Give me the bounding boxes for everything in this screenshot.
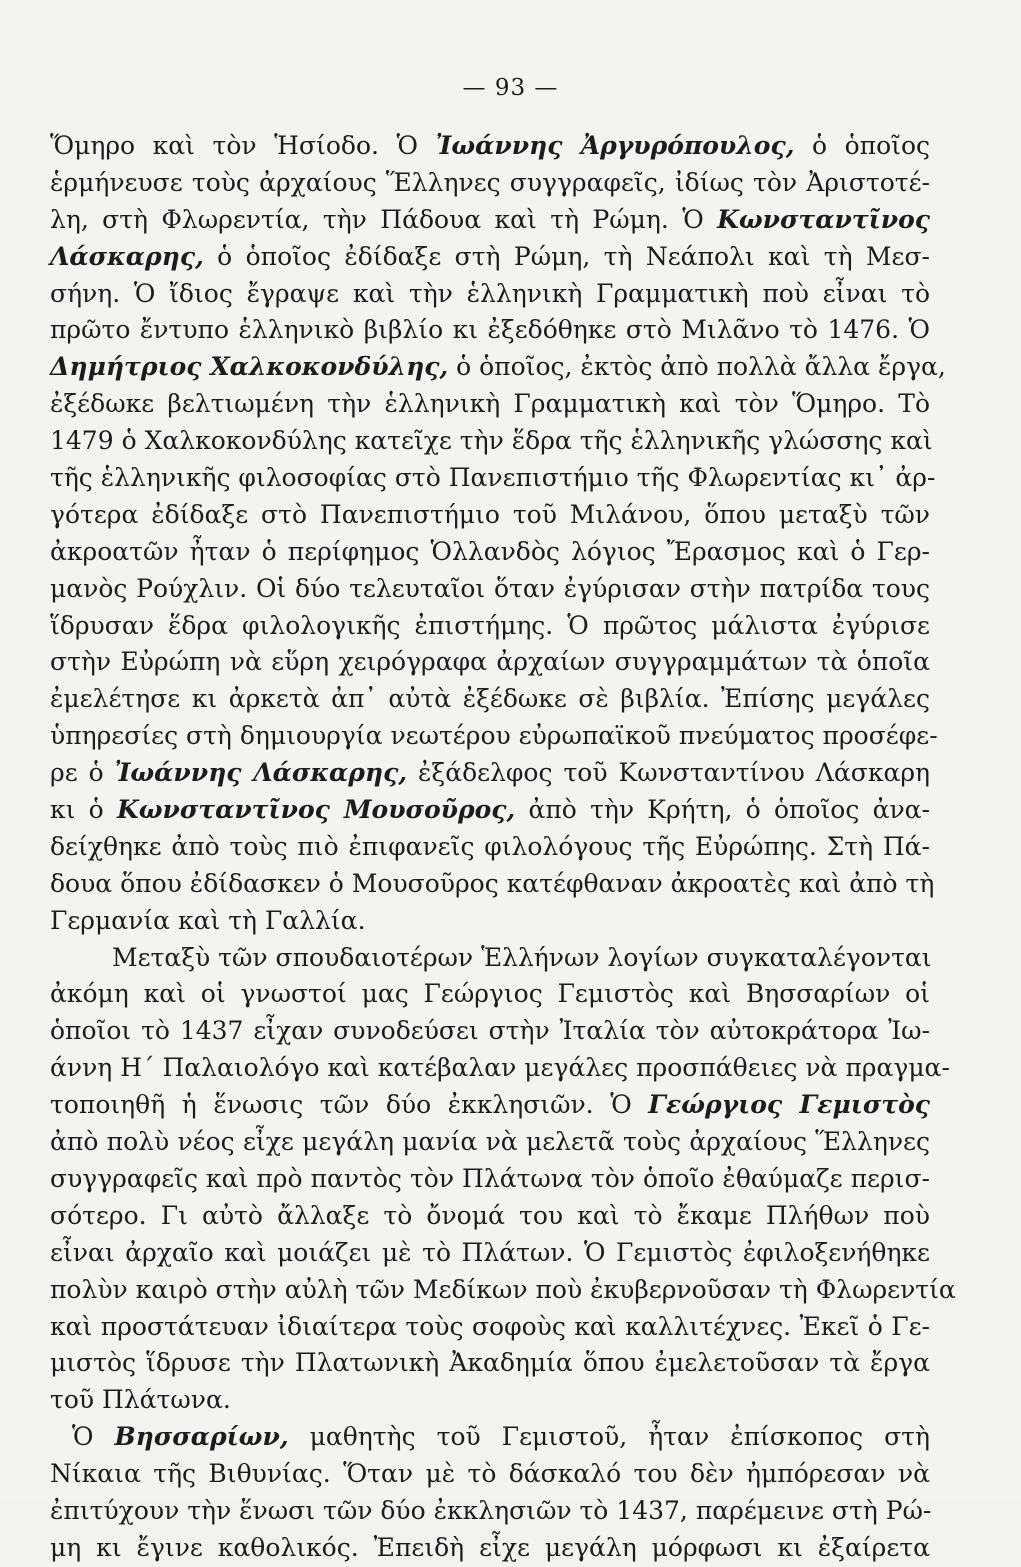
text-line: [50, 349, 946, 386]
text-segment: τῆς ἑλληνικῆς φιλοσοφίας στὸ Πανεπιστήμιο τῆς Φλωρεντίας κι᾿ ἀρ-: [50, 463, 936, 493]
text-segment: άννη Η΄ Παλαιολόγο καὶ κατέβαλαν μεγάλες προσπάθειες νὰ πραγμα-: [50, 1053, 950, 1083]
text-segment: Ὁ: [72, 1422, 115, 1452]
text-line: [50, 681, 930, 718]
person-name: Ἰωάννης Λάσκαρης,: [114, 758, 408, 788]
text-line: [50, 608, 930, 645]
text-segment: πρῶτο ἔντυπο ἑλληνικὸ βιβλίο κι ἐξεδόθηκε στὸ Μιλᾶνο τὸ 1476. Ὁ: [50, 315, 930, 345]
person-name: Λάσκαρης,: [50, 241, 204, 271]
text-segment: συγγραφεῖς καὶ πρὸ παντὸς τὸν Πλάτωνα τὸν ὁποῖο ἐθαύμαζε περισ-: [50, 1163, 930, 1193]
text-line: [50, 460, 936, 497]
text-segment: 1479 ὁ Χαλκοκονδύλης κατεῖχε τὴν ἕδρα τῆς ἑλληνικῆς γλώσσης καὶ: [50, 426, 933, 456]
text-line: [50, 1419, 930, 1456]
page-number: — 93 —: [462, 75, 559, 101]
text-line: [50, 1456, 930, 1493]
text-segment: ὁ ὁποῖος: [794, 131, 930, 160]
text-segment: ρε ὁ: [50, 758, 115, 788]
text-line: [50, 128, 930, 165]
text-line: [50, 1013, 930, 1050]
text-line: [50, 1382, 930, 1419]
person-name: Κωνσταντῖνος Μουσοῦρος,: [116, 795, 516, 825]
text-segment: πολὺν καιρὸ στὴν αὐλὴ τῶν Μεδίκων ποὺ ἐκυβερνοῦσαν τὴ Φλωρεντία: [50, 1274, 956, 1304]
text-segment: ἀκόμη καὶ οἱ γνωστοί μας Γεώργιος Γεμιστὸς καὶ Βησσαρίων οἱ: [50, 979, 930, 1009]
text-line: [50, 1198, 930, 1235]
text-line: [50, 1530, 930, 1567]
text-segment: ὁποῖοι τὸ 1437 εἶχαν συνοδεύσει στὴν Ἰταλία τὸν αὐτοκράτορα Ἰω-: [50, 1016, 930, 1046]
text-line: [50, 1345, 930, 1382]
text-segment: ἐμελέτησε κι ἀρκετὰ ἀπ᾿ αὐτὰ ἐξέδωκε σὲ βιβλία. Ἐπίσης μεγάλες: [50, 684, 930, 714]
text-segment: τοποιηθῆ ἡ ἕνωσις τῶν δύο ἐκκλησιῶν. Ὁ: [50, 1090, 649, 1120]
text-line: [50, 866, 935, 903]
text-line: [50, 644, 930, 681]
text-segment: Ὅμηρο καὶ τὸν Ἡσίοδο. Ὁ: [50, 131, 436, 160]
text-line: [50, 312, 930, 349]
text-segment: λη, στὴ Φλωρεντία, τὴν Πάδουα καὶ τὴ Ρώμη. Ὁ: [50, 204, 718, 234]
text-segment: ἐξάδελφος τοῦ Κωνσταντίνου Λάσκαρη: [407, 758, 930, 788]
text-segment: ἀπὸ πολὺ νέος εἶχε μεγάλη μανία νὰ μελετᾶ τοὺς ἀρχαίους Ἕλληνες: [50, 1127, 930, 1157]
text-segment: ὁ ὁποῖος, ἐκτὸς ἀπὸ πολλὰ ἄλλα ἔργα,: [448, 352, 946, 382]
person-name: Δημήτριος Χαλκοκονδύλης,: [50, 352, 449, 382]
text-line: [50, 829, 930, 866]
text-line: [50, 1161, 930, 1198]
text-segment: Μεταξὺ τῶν σπουδαιοτέρων Ἑλλήνων λογίων συγκαταλέγονται: [112, 942, 932, 972]
text-line: [50, 792, 930, 829]
text-line: [50, 1087, 930, 1124]
text-line: [50, 755, 930, 792]
text-line: [50, 940, 930, 977]
text-line: [50, 1272, 956, 1309]
text-segment: μιστὸς ἵδρυσε τὴν Πλατωνικὴ Ἀκαδημία ὅπου ἐμελετοῦσαν τὰ ἔργα: [50, 1348, 930, 1378]
text-line: [50, 423, 933, 460]
person-name: Ἰωάννης Ἀργυρόπουλος,: [435, 131, 795, 160]
text-line: [50, 1124, 930, 1161]
body-text: [50, 128, 956, 1567]
text-segment: ὑπηρεσίες στὴ δημιουργία νεωτέρου εὐρωπαϊκοῦ πνεύματος προσέφε-: [50, 721, 938, 751]
text-line: [50, 534, 930, 571]
text-line: [50, 976, 930, 1013]
text-line: [50, 571, 930, 608]
text-segment: μη κι ἔγινε καθολικός. Ἐπειδὴ εἶχε μεγάλη μόρφωσι κι ἐξαίρετα: [50, 1532, 930, 1562]
text-line: [50, 202, 930, 239]
text-segment: Νίκαια τῆς Βιθυνίας. Ὅταν μὲ τὸ δάσκαλό του δὲν ἠμπόρεσαν νὰ: [50, 1459, 930, 1489]
text-line: [50, 903, 930, 940]
text-segment: εἶναι ἀρχαῖο καὶ μοιάζει μὲ τὸ Πλάτων. Ὁ Γεμιστὸς ἐφιλοξενήθηκε: [50, 1237, 930, 1267]
person-name: Κωνσταντῖνος: [717, 204, 930, 234]
text-segment: σότερο. Γι αὐτὸ ἄλλαξε τὸ ὄνομά του καὶ τὸ ἔκαμε Πλήθων ποὺ: [50, 1200, 930, 1230]
text-line: [50, 497, 930, 534]
text-segment: τοῦ Πλάτωνα.: [50, 1385, 231, 1415]
text-segment: στὴν Εὐρώπη νὰ εὕρη χειρόγραφα ἀρχαίων συγγραμμάτων τὰ ὁποῖα: [50, 647, 930, 677]
text-segment: ἐξέδωκε βελτιωμένη τὴν ἑλληνικὴ Γραμματικὴ καὶ τὸν Ὅμηρο. Τὸ: [50, 389, 930, 419]
text-segment: Γερμανία καὶ τὴ Γαλλία.: [50, 905, 366, 935]
text-segment: δείχθηκε ἀπὸ τοὺς πιὸ ἐπιφανεῖς φιλολόγους τῆς Εὐρώπης. Στὴ Πά-: [50, 831, 930, 861]
text-segment: ἀπὸ τὴν Κρήτη, ὁ ὁποῖος ἀνα-: [515, 795, 930, 825]
text-segment: ἑρμήνευσε τοὺς ἀρχαίους Ἕλληνες συγγραφεῖς, ἰδίως τὸν Ἀριστοτέ-: [50, 167, 930, 197]
text-line: [50, 1309, 930, 1346]
text-line: [50, 239, 930, 276]
text-segment: ὁ ὁποῖος ἐδίδαξε στὴ Ρώμη, τὴ Νεάπολι καὶ τὴ Μεσ-: [203, 241, 930, 271]
text-line: [50, 1050, 950, 1087]
text-segment: δουα ὅπου ἐδίδασκεν ὁ Μουσοῦρος κατέφθαναν ἀκροατὲς καὶ ἀπὸ τὴ: [50, 868, 935, 898]
text-line: [50, 718, 938, 755]
text-segment: ἵδρυσαν ἕδρα φιλολογικῆς ἐπιστήμης. Ὁ πρῶτος μάλιστα ἐγύρισε: [50, 610, 930, 640]
text-line: [50, 1493, 930, 1530]
text-segment: σήνη. Ὁ ἴδιος ἔγραψε καὶ τὴν ἑλληνικὴ Γραμματικὴ ποὺ εἶναι τὸ: [50, 278, 930, 308]
text-segment: ἐπιτύχουν τὴν ἕνωσι τῶν δύο ἐκκλησιῶν τὸ 1437, παρέμεινε στὴ Ρώ-: [50, 1495, 932, 1525]
text-segment: κι ὁ: [50, 795, 117, 825]
text-segment: γότερα ἐδίδαξε στὸ Πανεπιστήμιο τοῦ Μιλάνου, ὅπου μεταξὺ τῶν: [50, 499, 930, 529]
person-name: Βησσαρίων,: [114, 1422, 289, 1452]
text-segment: μαθητὴς τοῦ Γεμιστοῦ, ἦταν ἐπίσκοπος στὴ: [288, 1422, 930, 1452]
person-name: Γεώργιος Γεμιστὸς: [648, 1090, 931, 1120]
text-line: [50, 165, 930, 202]
text-segment: ἀκροατῶν ἦταν ὁ περίφημος Ὁλλανδὸς λόγιος Ἔρασμος καὶ ὁ Γερ-: [50, 536, 930, 566]
text-line: [50, 1235, 930, 1272]
text-line: [50, 386, 930, 423]
text-segment: καὶ προστάτευαν ἰδιαίτερα τοὺς σοφοὺς καὶ καλλιτέχνες. Ἐκεῖ ὁ Γε-: [50, 1311, 930, 1341]
text-line: [50, 276, 930, 313]
text-segment: μανὸς Ρούχλιν. Οἱ δύο τελευταῖοι ὅταν ἐγύρισαν στὴν πατρίδα τους: [50, 573, 930, 603]
